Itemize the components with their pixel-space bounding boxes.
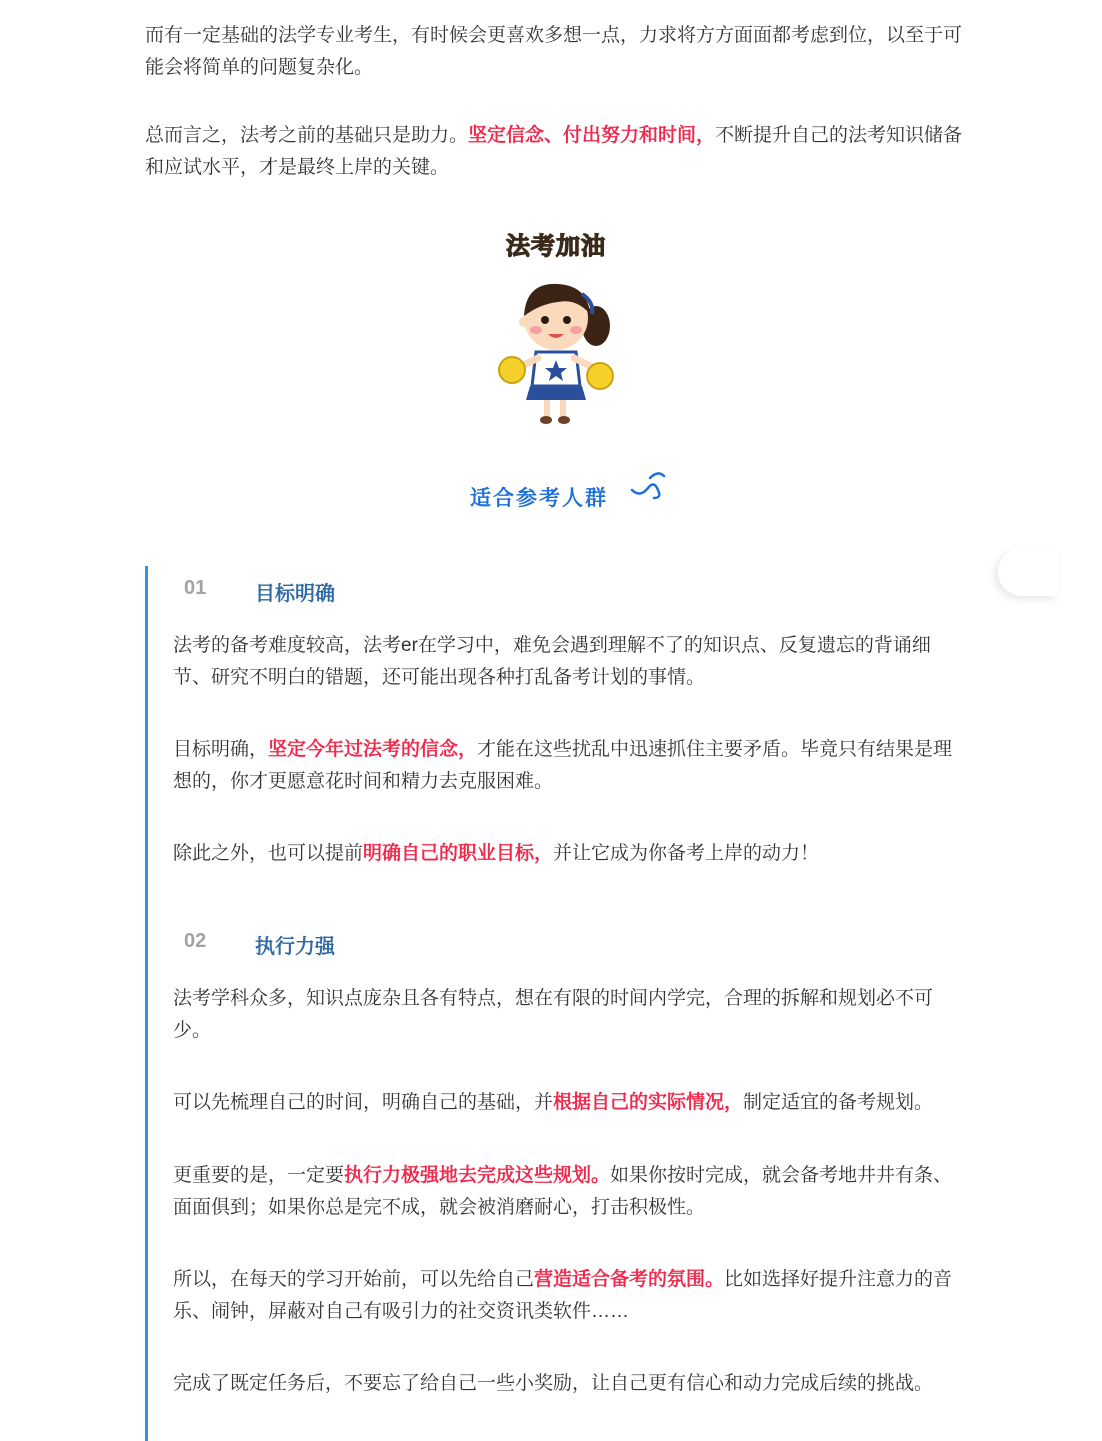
paragraph-text: 比如选择好提升注意力的音乐、闹钟，屏蔽对自己有吸引力的社交资讯类软件…… (173, 1269, 953, 1322)
paragraph-highlight: 执行力极强地去完成这些规划。 (344, 1165, 611, 1186)
item-02-paragraph-3 (173, 1160, 953, 1224)
item-02-paragraph-2 (173, 1087, 953, 1119)
intro-paragraph-2 (145, 120, 965, 184)
section-title: 适合参考人群 (470, 487, 608, 510)
cheerleader-girl-illustration (496, 268, 616, 428)
paragraph-text: 目标明确， (173, 739, 269, 760)
paragraph-highlight: 营造适合备考的氛围。 (534, 1269, 725, 1290)
item-02-paragraph-5: 完成了既定任务后，不要忘了给自己一些小奖励，让自己更有信心和动力完成后续的挑战。 (173, 1373, 934, 1394)
paragraph-text: 并让它成为你备考上岸的动力！ (553, 843, 820, 864)
item-01-paragraph-1: 法考的备考难度较高，法考er在学习中，难免会遇到理解不了的知识点、反复遗忘的背诵细节、研究不明白的错题，还可能出现各种打乱备考计划的事情。 (173, 635, 931, 688)
item-01-paragraph-3 (173, 838, 953, 870)
intro-text-2: 不断提升自己的法考知识储备和应试水平，才是最终上岸的关键。 (145, 125, 963, 178)
paragraph-text: 所以，在每天的学习开始前，可以先给自己 (173, 1269, 535, 1290)
paragraph-text: 如果你按时完成，就会备考地井井有条、面面俱到；如果你总是完不成，就会被消磨耐心，打击积极性。 (173, 1165, 953, 1218)
paragraph-text: 更重要的是，一定要 (173, 1165, 345, 1186)
item-02-paragraph-1: 法考学科众多，知识点庞杂且各有特点，想在有限的时间内学完，合理的拆解和规划必不可少。 (173, 988, 934, 1041)
intro-text: 总而言之，法考之前的基础只是助力。 (145, 125, 469, 146)
item-01-paragraph-2 (173, 734, 953, 798)
item-02-paragraph-4 (173, 1264, 953, 1328)
intro-paragraph-1: 而有一定基础的法学专业考生，有时候会更喜欢多想一点，力求将方方面面都考虑到位，以至于可能会将简单的问题复杂化。 (145, 25, 963, 78)
paragraph-text: 才能在这些扰乱中迅速抓住主要矛盾。毕竟只有结果是理想的，你才更愿意花时间和精力去克服困难。 (173, 739, 953, 792)
cheer-title: 法考加油 (506, 233, 606, 260)
section-left-rule (145, 566, 148, 1441)
item-title-02: 执行力强 (255, 936, 335, 958)
paragraph-highlight: 根据自己的实际情况， (553, 1092, 744, 1113)
item-number-02: 02 (184, 930, 207, 952)
paragraph-text: 制定适宜的备考规划。 (743, 1092, 934, 1113)
paragraph-text: 可以先梳理自己的时间，明确自己的基础，并 (173, 1092, 554, 1113)
paragraph-highlight: 明确自己的职业目标， (363, 843, 554, 864)
paragraph-text: 除此之外，也可以提前 (173, 843, 364, 864)
intro-highlight: 坚定信念、付出努力和时间， (468, 125, 716, 146)
floating-side-tab[interactable] (998, 548, 1058, 596)
swirl-icon (628, 470, 668, 504)
paragraph-highlight: 坚定今年过法考的信念， (268, 739, 478, 760)
item-number-01: 01 (184, 577, 207, 599)
item-title-01: 目标明确 (255, 583, 335, 605)
